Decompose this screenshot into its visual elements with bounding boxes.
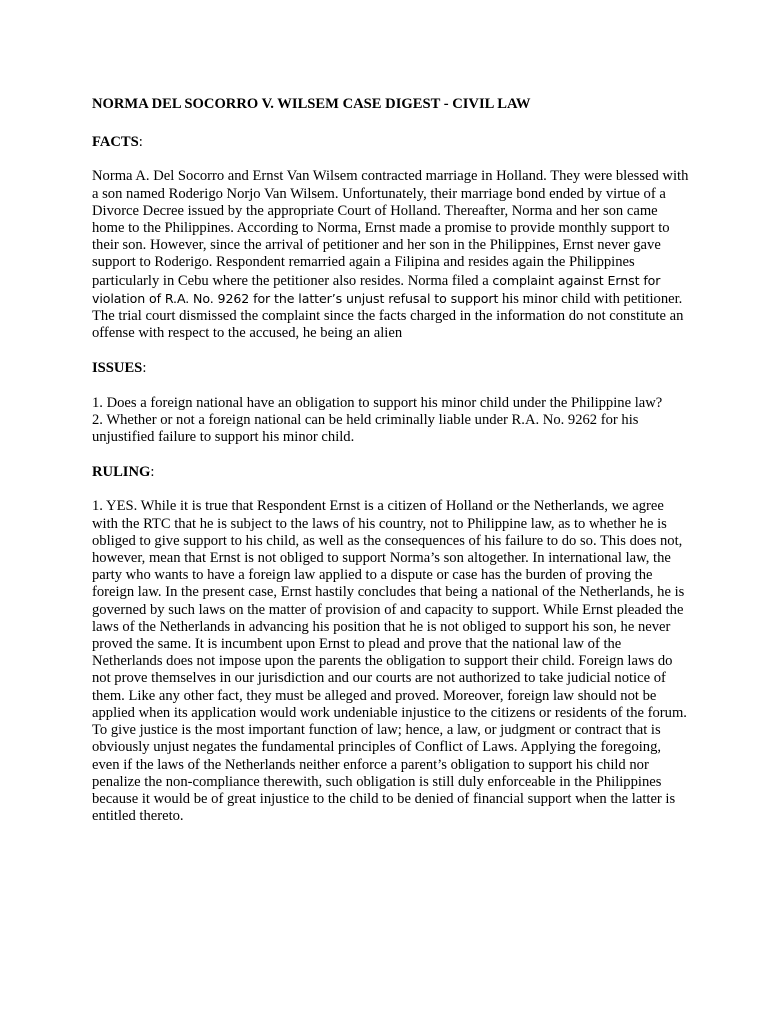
facts-heading-colon: : xyxy=(138,134,143,151)
facts-heading-label: FACTS xyxy=(92,134,139,151)
ruling-heading-colon: : xyxy=(150,464,155,481)
ruling-heading-label: RULING xyxy=(92,464,151,481)
issues-heading-colon: : xyxy=(142,360,147,377)
ruling-heading xyxy=(92,464,690,481)
issues-list xyxy=(92,395,690,447)
document-title: NORMA DEL SOCORRO V. WILSEM CASE DIGEST - CIVIL LAW xyxy=(92,96,531,112)
document-body xyxy=(92,96,690,843)
facts-text-part3: his minor child with petitioner. The trial court dismissed the complaint since the facts charged in the information do not constitute an offense with respect to the accused, he being an alien xyxy=(92,290,684,342)
facts-heading xyxy=(92,134,690,151)
issue-item-1: 1. Does a foreign national have an obligation to support his minor child under the Philippine law? xyxy=(92,394,663,411)
facts-text-part1: Norma A. Del Socorro and Ernst Van Wilsem contracted marriage in Holland. They were blessed with a son named Roderigo Norjo Van Wilsem. Unfortunately, their marriage bond ended by virtue of a Divorce Decree issued by the appropriate Court of Holland. Thereafter, Norma and her son came home to the Philippines. According to Norma, Ernst made a promise to provide monthly support to their son. However, since the arrival of petitioner and her son in the Philippines, Ernst never gave support to Roderigo. Respondent remarried again a Filipina and resides again the Philippines particularly in Cebu where the petitioner also resides. Norma filed a xyxy=(92,168,689,289)
ruling-paragraph: 1. YES. While it is true that Respondent Ernst is a citizen of Holland or the Netherlands, we agree with the RTC that he is subject to the laws of his country, not to Philippine law, as to whether he is obliged to give support to his child, as well as the consequences of his failure to do so. This does not, however, mean that Ernst is not obliged to support Norma’s son altogether. In international law, the party who wants to have a foreign law applied to a dispute or case has the burden of proving the foreign law. In the present case, Ernst hastily concludes that being a national of the Netherlands, he is governed by such laws on the matter of provision of and capacity to support. While Ernst pleaded the laws of the Netherlands in advancing his position that he is not obliged to support his son, he never proved the same. It is incumbent upon Ernst to plead and prove that the national law of the Netherlands does not impose upon the parents the obligation to support their child. Foreign laws do not prove themselves in our jurisdiction and our courts are not authorized to take judicial notice of them. Like any other fact, they must be alleged and proved. Moreover, foreign law should not be applied when its application would work undeniable injustice to the citizens or residents of the forum. To give justice is the most important function of law; hence, a law, or judgment or contract that is obviously unjust negates the fundamental principles of Conflict of Laws. Applying the foregoing, even if the laws of the Netherlands neither enforce a parent’s obligation to support his child nor penalize the non-compliance therewith, such obligation is still duly enforceable in the Philippines because it would be of great injustice to the child to be denied of financial support when the latter is entitled thereto. xyxy=(92,498,687,825)
issue-item-2: 2. Whether or not a foreign national can be held criminally liable under R.A. No. 9262 for his unjustified failure to support his minor child. xyxy=(92,411,639,446)
facts-paragraph xyxy=(92,168,690,342)
issues-heading-label: ISSUES xyxy=(92,360,143,377)
facts-text-part2: complaint against Ernst for violation of R.A. No. 9262 for the latter’s unjust refusal to support xyxy=(92,272,661,306)
issues-heading xyxy=(92,360,690,377)
